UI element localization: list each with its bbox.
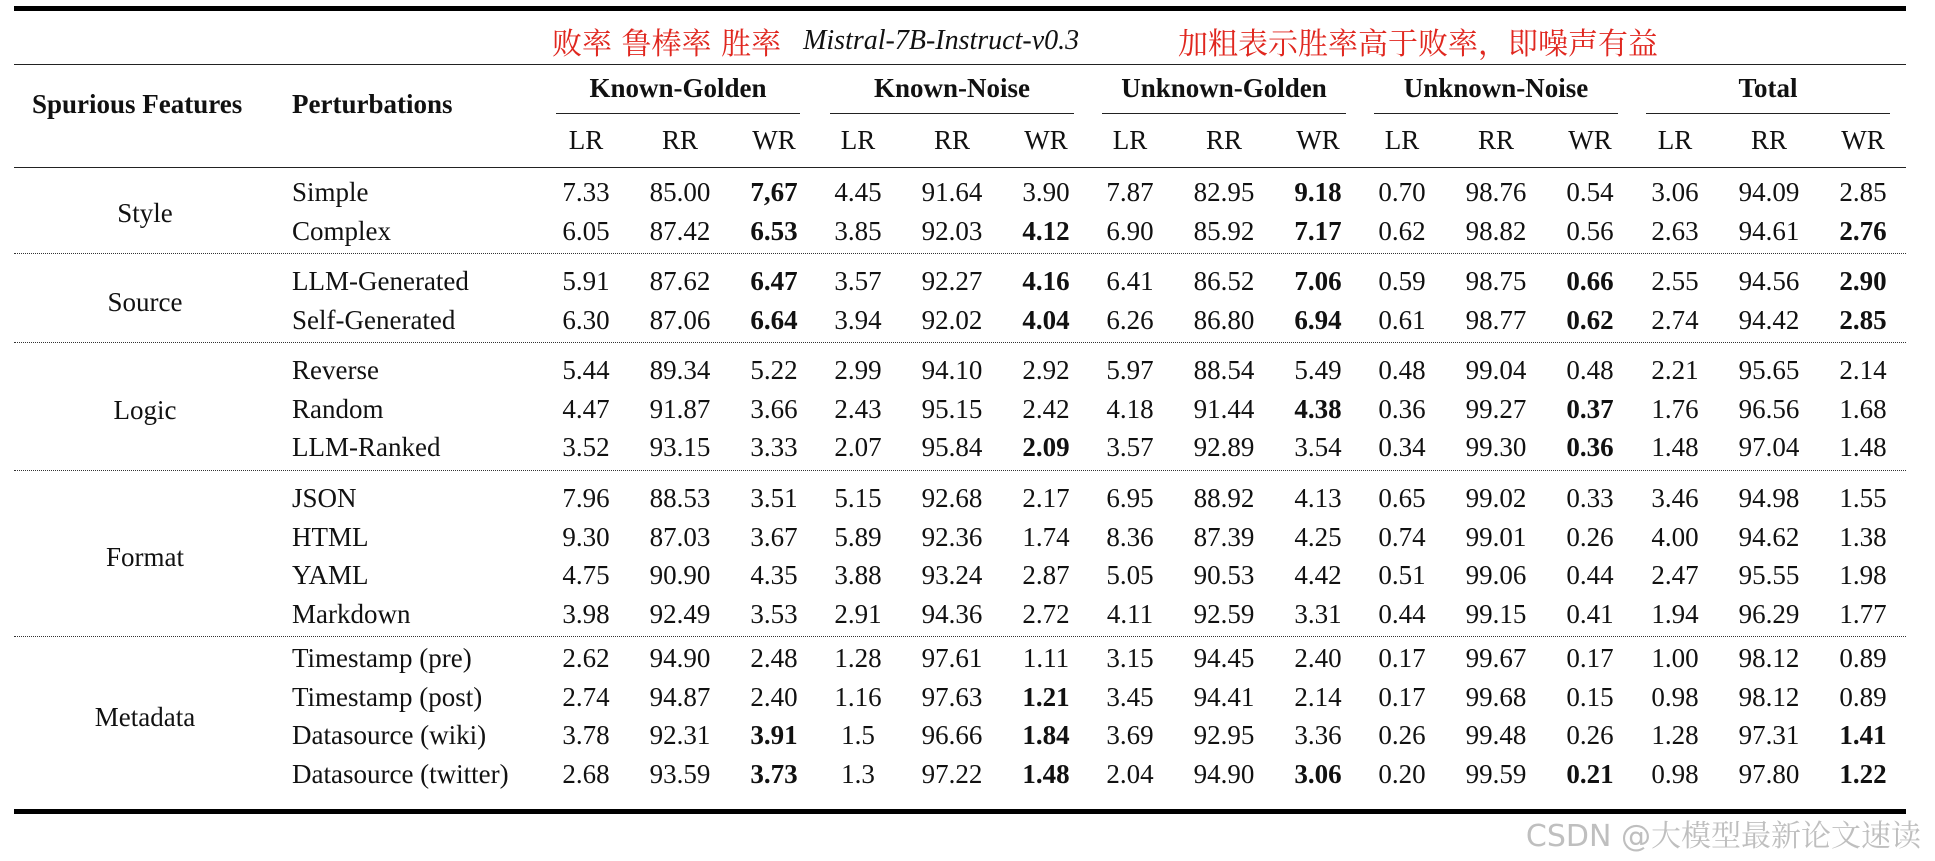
table-cell: 0.62 bbox=[1566, 304, 1614, 335]
table-cell: 94.62 bbox=[1738, 521, 1800, 552]
table-cell: 91.87 bbox=[649, 393, 711, 424]
table-cell: 2.14 bbox=[1839, 355, 1887, 385]
table-cell: 2.43 bbox=[834, 393, 882, 424]
table-cell: 99.15 bbox=[1465, 598, 1527, 629]
table-cell: 98.75 bbox=[1465, 266, 1527, 296]
table-cell: 3.91 bbox=[750, 720, 798, 750]
table-cell: 2.14 bbox=[1294, 681, 1342, 712]
group-underline bbox=[1102, 113, 1346, 114]
table-cell: 2.76 bbox=[1839, 215, 1887, 246]
table-cell: 3.57 bbox=[834, 266, 882, 296]
header-group: Known-Noise bbox=[873, 73, 1030, 103]
table-cell: 3.73 bbox=[750, 758, 798, 789]
perturbation-label: Datasource (wiki) bbox=[292, 720, 487, 750]
table-cell: 87.39 bbox=[1193, 521, 1255, 552]
table-cell: 87.06 bbox=[649, 304, 711, 335]
table-cell: 4.18 bbox=[1106, 393, 1154, 424]
table-cell: 1.11 bbox=[1022, 643, 1070, 673]
header-group: Total bbox=[1738, 73, 1798, 103]
table-cell: 1.41 bbox=[1839, 720, 1887, 750]
table-cell: 3.45 bbox=[1106, 681, 1154, 712]
table-cell: 91.44 bbox=[1193, 393, 1255, 424]
table-cell: 1.38 bbox=[1839, 521, 1887, 552]
table-cell: 0.36 bbox=[1566, 432, 1614, 462]
table-cell: 2.90 bbox=[1839, 266, 1887, 296]
table-cell: 99.04 bbox=[1465, 355, 1527, 385]
table-cell: 4.11 bbox=[1106, 598, 1154, 629]
table-cell: 94.09 bbox=[1738, 177, 1800, 207]
table-cell: 4.12 bbox=[1022, 215, 1070, 246]
table-cell: 88.92 bbox=[1193, 483, 1255, 513]
table-cell: 94.98 bbox=[1738, 483, 1800, 513]
watermark: CSDN @大模型最新论文速读 bbox=[1525, 819, 1921, 854]
table-cell: 6.90 bbox=[1106, 215, 1154, 246]
table-cell: 5.05 bbox=[1106, 560, 1154, 590]
table-cell: 5.15 bbox=[834, 483, 882, 513]
header-group: Known-Golden bbox=[589, 73, 767, 103]
section-divider bbox=[14, 636, 1906, 637]
table-cell: 2.21 bbox=[1651, 355, 1699, 385]
header-group: Unknown-Golden bbox=[1121, 73, 1327, 103]
section-divider bbox=[14, 253, 1906, 254]
header-metric: RR bbox=[1205, 125, 1243, 155]
table-cell: 94.87 bbox=[649, 681, 711, 712]
header-metric: WR bbox=[1841, 125, 1885, 155]
table-cell: 85.00 bbox=[649, 177, 711, 207]
table-cell: 96.56 bbox=[1738, 393, 1800, 424]
table-cell: 5.91 bbox=[562, 266, 610, 296]
perturbation-label: YAML bbox=[292, 560, 369, 590]
table-cell: 91.64 bbox=[921, 177, 983, 207]
table-cell: 6.94 bbox=[1294, 304, 1342, 335]
table-cell: 3.31 bbox=[1294, 598, 1342, 629]
header-metric: RR bbox=[933, 125, 971, 155]
table-cell: 94.61 bbox=[1738, 215, 1800, 246]
feature-label: Format bbox=[106, 542, 184, 572]
header-spurious-features: Spurious Features bbox=[32, 89, 243, 119]
table-cell: 99.30 bbox=[1465, 432, 1527, 462]
table-cell: 99.02 bbox=[1465, 483, 1527, 513]
table-cell: 3.52 bbox=[562, 432, 610, 462]
table-cell: 3.15 bbox=[1106, 643, 1154, 673]
table-cell: 3.98 bbox=[562, 598, 610, 629]
table-cell: 6.47 bbox=[750, 266, 798, 296]
table-cell: 8.36 bbox=[1106, 521, 1154, 552]
table-cell: 1.68 bbox=[1839, 393, 1887, 424]
table-cell: 4.45 bbox=[834, 177, 882, 207]
table-cell: 99.59 bbox=[1465, 758, 1527, 789]
table-cell: 86.80 bbox=[1193, 304, 1255, 335]
table-cell: 87.42 bbox=[649, 215, 711, 246]
table-cell: 6.30 bbox=[562, 304, 610, 335]
table-cell: 98.76 bbox=[1465, 177, 1527, 207]
perturbation-label: LLM-Generated bbox=[292, 266, 469, 296]
table-cell: 5.44 bbox=[562, 355, 610, 385]
section-divider bbox=[14, 470, 1906, 471]
table-cell: 88.53 bbox=[649, 483, 711, 513]
table-cell: 0.66 bbox=[1566, 266, 1614, 296]
table-top-rule bbox=[14, 6, 1906, 11]
table-cell: 86.52 bbox=[1193, 266, 1255, 296]
table-cell: 98.77 bbox=[1465, 304, 1527, 335]
header-metric: RR bbox=[1750, 125, 1788, 155]
table-cell: 7.06 bbox=[1294, 266, 1342, 296]
header-metric: LR bbox=[840, 125, 876, 155]
group-underline bbox=[1374, 113, 1618, 114]
table-cell: 94.90 bbox=[1193, 758, 1255, 789]
table-cell: 4.25 bbox=[1294, 521, 1342, 552]
table-cell: 1.16 bbox=[834, 681, 882, 712]
table-cell: 1.94 bbox=[1651, 598, 1699, 629]
table-cell: 7.87 bbox=[1106, 177, 1154, 207]
table-cell: 1.74 bbox=[1022, 521, 1070, 552]
metric-names-cn: 败率 鲁棒率 胜率 bbox=[552, 27, 782, 62]
table-cell: 0.26 bbox=[1378, 720, 1426, 750]
table-cell: 9.30 bbox=[562, 521, 610, 552]
table-cell: 0.17 bbox=[1566, 643, 1614, 673]
table-cell: 0.17 bbox=[1378, 681, 1426, 712]
table-cell: 4.00 bbox=[1651, 521, 1699, 552]
table-cell: 2.47 bbox=[1651, 560, 1699, 590]
table-cell: 3.36 bbox=[1294, 720, 1342, 750]
header-metric: LR bbox=[1384, 125, 1420, 155]
table-cell: 2.91 bbox=[834, 598, 882, 629]
section-divider bbox=[14, 342, 1906, 343]
table-cell: 2.40 bbox=[750, 681, 798, 712]
table-cell: 0.61 bbox=[1378, 304, 1426, 335]
table-cell: 6.53 bbox=[750, 215, 798, 246]
table-cell: 4.16 bbox=[1022, 266, 1070, 296]
perturbation-label: LLM-Ranked bbox=[292, 432, 441, 462]
table-cell: 3.69 bbox=[1106, 720, 1154, 750]
table-cell: 2.17 bbox=[1022, 483, 1070, 513]
feature-label: Source bbox=[107, 286, 183, 317]
table-cell: 4.13 bbox=[1294, 483, 1342, 513]
perturbation-label: Timestamp (pre) bbox=[292, 643, 472, 673]
table-cell: 98.82 bbox=[1465, 215, 1527, 246]
table-cell: 97.31 bbox=[1738, 720, 1800, 750]
table-cell: 93.24 bbox=[921, 560, 983, 590]
table-cell: 1.00 bbox=[1651, 643, 1699, 673]
header-metric: LR bbox=[1657, 125, 1693, 155]
table-cell: 1.48 bbox=[1839, 432, 1887, 462]
table-cell: 1.76 bbox=[1651, 393, 1699, 424]
table-cell: 0.20 bbox=[1378, 758, 1426, 789]
table-cell: 6.05 bbox=[562, 215, 610, 246]
table-cell: 92.02 bbox=[921, 304, 983, 335]
table-cell: 0.44 bbox=[1566, 560, 1614, 590]
header-bottom-rule bbox=[14, 167, 1906, 168]
table-cell: 5.49 bbox=[1294, 355, 1342, 385]
table-cell: 93.15 bbox=[649, 432, 711, 462]
table-cell: 92.36 bbox=[921, 521, 983, 552]
table-cell: 99.67 bbox=[1465, 643, 1527, 673]
table-cell: 1.55 bbox=[1839, 483, 1887, 513]
table-cell: 6.95 bbox=[1106, 483, 1154, 513]
table-cell: 94.10 bbox=[921, 355, 983, 385]
feature-label: Metadata bbox=[94, 702, 196, 732]
table-cell: 3.88 bbox=[834, 560, 882, 590]
table-cell: 2.68 bbox=[562, 758, 610, 789]
table-cell: 85.92 bbox=[1193, 215, 1255, 246]
table-cell: 2.48 bbox=[750, 643, 798, 673]
table-cell: 7,67 bbox=[750, 177, 798, 207]
perturbation-label: Datasource (twitter) bbox=[292, 758, 509, 789]
table-cell: 0.48 bbox=[1378, 355, 1426, 385]
table-cell: 0.34 bbox=[1378, 432, 1426, 462]
table-cell: 92.68 bbox=[921, 483, 983, 513]
table-cell: 4.04 bbox=[1022, 304, 1070, 335]
table-cell: 3.78 bbox=[562, 720, 610, 750]
table-cell: 97.61 bbox=[921, 643, 983, 673]
header-metric: WR bbox=[752, 125, 796, 155]
table-cell: 2.74 bbox=[1651, 304, 1699, 335]
table-cell: 87.03 bbox=[649, 521, 711, 552]
table-cell: 89.34 bbox=[649, 355, 711, 385]
table-cell: 0.37 bbox=[1566, 393, 1614, 424]
table-cell: 94.41 bbox=[1193, 681, 1255, 712]
table-cell: 90.90 bbox=[649, 560, 711, 590]
table-cell: 4.35 bbox=[750, 560, 798, 590]
perturbation-label: Timestamp (post) bbox=[292, 681, 483, 712]
table-cell: 0.62 bbox=[1378, 215, 1426, 246]
table-cell: 5.22 bbox=[750, 355, 798, 385]
table-cell: 92.59 bbox=[1193, 598, 1255, 629]
feature-label: Style bbox=[117, 197, 173, 228]
table-cell: 0.89 bbox=[1839, 681, 1887, 712]
table-cell: 98.12 bbox=[1738, 681, 1800, 712]
table-cell: 0.44 bbox=[1378, 598, 1426, 629]
table-cell: 1.21 bbox=[1022, 681, 1070, 712]
table-cell: 95.65 bbox=[1738, 355, 1800, 385]
table-cell: 3.06 bbox=[1294, 758, 1342, 789]
group-underline bbox=[830, 113, 1074, 114]
table-cell: 1.77 bbox=[1839, 598, 1887, 629]
table-cell: 2.07 bbox=[834, 432, 882, 462]
table-cell: 3.94 bbox=[834, 304, 882, 335]
table-cell: 99.68 bbox=[1465, 681, 1527, 712]
table-cell: 0.26 bbox=[1566, 720, 1614, 750]
table-cell: 94.90 bbox=[649, 643, 711, 673]
table-cell: 0.98 bbox=[1651, 681, 1699, 712]
table-cell: 0.41 bbox=[1566, 598, 1614, 629]
table-cell: 2.87 bbox=[1022, 560, 1070, 590]
table-cell: 0.48 bbox=[1566, 355, 1614, 385]
table-cell: 92.95 bbox=[1193, 720, 1255, 750]
header-metric: WR bbox=[1568, 125, 1612, 155]
table-cell: 2.74 bbox=[562, 681, 610, 712]
table-cell: 7.17 bbox=[1294, 215, 1342, 246]
table-cell: 0.70 bbox=[1378, 177, 1426, 207]
table-cell: 0.54 bbox=[1566, 177, 1614, 207]
table-cell: 1.98 bbox=[1839, 560, 1887, 590]
model-name: Mistral-7B-Instruct-v0.3 bbox=[803, 25, 1080, 56]
table-cell: 3.67 bbox=[750, 521, 798, 552]
table-cell: 92.31 bbox=[649, 720, 711, 750]
table-cell: 99.06 bbox=[1465, 560, 1527, 590]
table-cell: 95.84 bbox=[921, 432, 983, 462]
table-cell: 2.42 bbox=[1022, 393, 1070, 424]
table-cell: 1.22 bbox=[1839, 758, 1887, 789]
table-cell: 2.40 bbox=[1294, 643, 1342, 673]
table-cell: 0.21 bbox=[1566, 758, 1614, 789]
table-cell: 0.26 bbox=[1566, 521, 1614, 552]
table-cell: 0.15 bbox=[1566, 681, 1614, 712]
table-cell: 3.33 bbox=[750, 432, 798, 462]
table-cell: 90.53 bbox=[1193, 560, 1255, 590]
group-underline bbox=[1646, 113, 1890, 114]
table-cell: 9.18 bbox=[1294, 177, 1342, 207]
table-cell: 94.45 bbox=[1193, 643, 1255, 673]
table-cell: 1.84 bbox=[1022, 720, 1070, 750]
table-cell: 3.57 bbox=[1106, 432, 1154, 462]
table-cell: 5.97 bbox=[1106, 355, 1154, 385]
table-cell: 88.54 bbox=[1193, 355, 1255, 385]
table-cell: 4.47 bbox=[562, 393, 610, 424]
table-cell: 93.59 bbox=[649, 758, 711, 789]
table-cell: 2.85 bbox=[1839, 177, 1887, 207]
perturbation-label: HTML bbox=[292, 521, 369, 552]
table-cell: 2.04 bbox=[1106, 758, 1154, 789]
header-metric: LR bbox=[568, 125, 604, 155]
table-cell: 92.89 bbox=[1193, 432, 1255, 462]
table-cell: 0.59 bbox=[1378, 266, 1426, 296]
header-metric: RR bbox=[1477, 125, 1515, 155]
table-cell: 2.63 bbox=[1651, 215, 1699, 246]
table-cell: 4.38 bbox=[1294, 393, 1342, 424]
table-cell: 2.62 bbox=[562, 643, 610, 673]
table-cell: 99.01 bbox=[1465, 521, 1527, 552]
table-cell: 98.12 bbox=[1738, 643, 1800, 673]
table-cell: 95.55 bbox=[1738, 560, 1800, 590]
perturbation-label: Complex bbox=[292, 215, 391, 246]
table-cell: 3.66 bbox=[750, 393, 798, 424]
table-cell: 0.51 bbox=[1378, 560, 1426, 590]
table-cell: 0.17 bbox=[1378, 643, 1426, 673]
perturbation-label: JSON bbox=[292, 483, 357, 513]
table-cell: 3.54 bbox=[1294, 432, 1342, 462]
table-cell: 92.49 bbox=[649, 598, 711, 629]
table-cell: 2.55 bbox=[1651, 266, 1699, 296]
header-group: Unknown-Noise bbox=[1403, 73, 1589, 103]
table-cell: 0.33 bbox=[1566, 483, 1614, 513]
table-cell: 4.75 bbox=[562, 560, 610, 590]
table-cell: 97.04 bbox=[1738, 432, 1800, 462]
table-cell: 92.03 bbox=[921, 215, 983, 246]
table-cell: 2.99 bbox=[834, 355, 882, 385]
table-cell: 7.96 bbox=[562, 483, 610, 513]
table-cell: 3.85 bbox=[834, 215, 882, 246]
table-cell: 6.26 bbox=[1106, 304, 1154, 335]
perturbation-label: Self-Generated bbox=[292, 304, 456, 335]
table-cell: 1.28 bbox=[834, 643, 882, 673]
header-perturbations: Perturbations bbox=[292, 89, 453, 119]
table-cell: 1.5 bbox=[841, 720, 875, 750]
annotation-note bbox=[1178, 18, 1658, 64]
header-metric: WR bbox=[1024, 125, 1068, 155]
table-cell: 0.89 bbox=[1839, 643, 1887, 673]
table-cell: 3.90 bbox=[1022, 177, 1070, 207]
group-underline bbox=[556, 113, 800, 114]
table-cell: 2.92 bbox=[1022, 355, 1070, 385]
table-cell: 5.89 bbox=[834, 521, 882, 552]
table-cell: 4.42 bbox=[1294, 560, 1342, 590]
table-cell: 0.98 bbox=[1651, 758, 1699, 789]
table-cell: 92.27 bbox=[921, 266, 983, 296]
table-cell: 97.22 bbox=[921, 758, 983, 789]
table-cell: 82.95 bbox=[1193, 177, 1255, 207]
table-cell: 97.63 bbox=[921, 681, 983, 712]
feature-label: Logic bbox=[113, 394, 177, 425]
table-cell: 96.66 bbox=[921, 720, 983, 750]
table-cell: 3.46 bbox=[1651, 483, 1699, 513]
perturbation-label: Markdown bbox=[292, 598, 411, 629]
table-cell: 1.48 bbox=[1022, 758, 1070, 789]
table-cell: 94.36 bbox=[921, 598, 983, 629]
table-cell: 94.56 bbox=[1738, 266, 1800, 296]
perturbation-label: Reverse bbox=[292, 355, 379, 385]
bold-meaning-note: 加粗表示胜率高于败率，即噪声有益 bbox=[1178, 27, 1658, 62]
table-cell: 0.74 bbox=[1378, 521, 1426, 552]
table-cell: 0.56 bbox=[1566, 215, 1614, 246]
table-cell: 0.36 bbox=[1378, 393, 1426, 424]
table-cell: 2.85 bbox=[1839, 304, 1887, 335]
table-cell: 94.42 bbox=[1738, 304, 1800, 335]
annotation-metrics bbox=[552, 18, 1079, 64]
perturbation-label: Random bbox=[292, 393, 384, 424]
table-cell: 1.48 bbox=[1651, 432, 1699, 462]
table-cell: 3.06 bbox=[1651, 177, 1699, 207]
table-cell: 99.48 bbox=[1465, 720, 1527, 750]
table-cell: 99.27 bbox=[1465, 393, 1527, 424]
table-cell: 2.09 bbox=[1022, 432, 1070, 462]
table-cell: 1.28 bbox=[1651, 720, 1699, 750]
header-metric: LR bbox=[1112, 125, 1148, 155]
header-top-rule bbox=[14, 64, 1906, 65]
table-cell: 2.72 bbox=[1022, 598, 1070, 629]
header-metric: RR bbox=[661, 125, 699, 155]
table-cell: 6.41 bbox=[1106, 266, 1154, 296]
table-cell: 0.65 bbox=[1378, 483, 1426, 513]
header-metric: WR bbox=[1296, 125, 1340, 155]
perturbation-label: Simple bbox=[292, 177, 369, 207]
table-cell: 95.15 bbox=[921, 393, 983, 424]
table-cell: 6.64 bbox=[750, 304, 798, 335]
table-cell: 96.29 bbox=[1738, 598, 1800, 629]
table-cell: 1.3 bbox=[841, 758, 875, 789]
table-cell: 87.62 bbox=[649, 266, 711, 296]
table-cell: 3.53 bbox=[750, 598, 798, 629]
table-cell: 97.80 bbox=[1738, 758, 1800, 789]
table-cell: 3.51 bbox=[750, 483, 798, 513]
table-cell: 7.33 bbox=[562, 177, 610, 207]
